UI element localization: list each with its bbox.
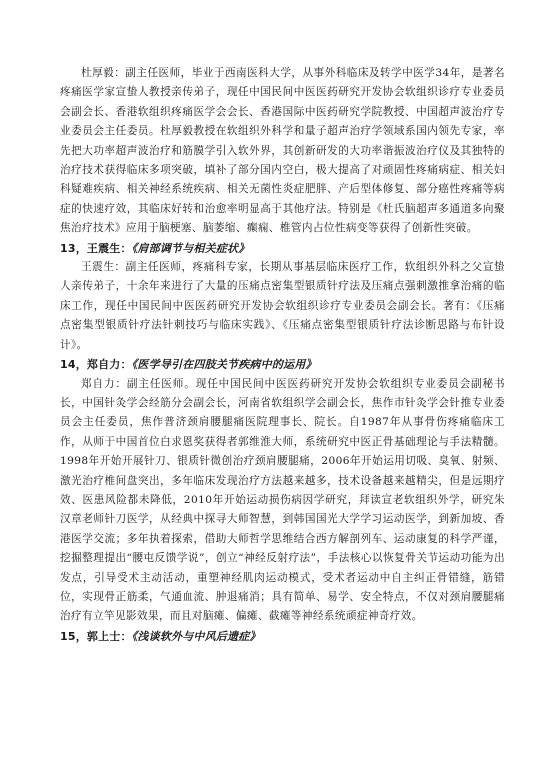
section-heading-label: 15，郭上士： [60,629,132,643]
section-heading-15 [60,627,505,646]
section-heading-13 [60,239,505,258]
section-heading-title: 《医学导引在四肢关节疾病中的运用》 [131,358,317,372]
section-heading-title: 《浅谈软外与中风后遗症》 [131,629,261,643]
bio-paragraph-du: 杜厚毅：副主任医师，毕业于西南医科大学，从事外科临床及转学中医学34年，是著名疼痛医学家宣蛰人教授亲传弟子，现任中国民间中医医药研究开发协会软组织诊疗专业委员会副会长、香港软组织疼痛医学会会长、香港国际中医药研究学院教授、中国超声波治疗专业委员会主任委员。杜厚毅教授在软组织外科学和量子超声治疗学领域系国内领先专家，率先把大功率超声波治疗和筋膜学引入软外界，其创新研发的大功率谐振波治疗仪及其独特的治疗技术获得临床多项突破，填补了部分国内空白，极大提高了对顽固性疼痛病症、相关妇科疑难疾病、相关神经系统疾病、相关无菌性炎症肥胖、产后型体修复、部分癌性疼痛等病症的快速疗效，其临床好转和治愈率明显高于其他疗法。特别是《杜氏脑超声多通道多向聚焦治疗技术》应用于脑梗塞、脑萎缩、癫痫、椎管内占位性病变等获得了创新性突破。 [60,67,505,235]
section-heading-14 [60,355,505,374]
section-heading-label: 14，郑自力： [60,358,132,372]
bio-paragraph-zheng: 郑自力：副主任医师。现任中国民间中医医药研究开发协会软组织专业委员会副秘书长，中国针灸学会经筋分会副会长，河南省软组织学会副会长，焦作市针灸学会针推专业委员会主任委员，焦作普济颈肩腰腿痛医院理事长、院长。自1987年从事骨伤疼痛临床工作，从师于中国首位白求恩奖获得者郭维淮大师，系统研究中医正骨基础理论与手法精髓。1998年开始开展针刀、银质针微创治疗颈肩腰腿痛，2006年开始运用切吸、臭氧、射频、激光治疗椎间盘突出，多年临床发现治疗方法越来越多，技术设备越来越精尖，但是远期疗效、医患风险都未降低，2010年开始运动损伤病因学研究，拜读宣老软组织外学，研究朱汉章老师针刀医学，从经典中探寻大师智慧，到韩国国光大学学习运动医学，到新加坡、香港医学交流；多年执着探索，借助大师哲学思维结合西方解剖列车、运动康复的科学严谨，挖掘整理提出“腰屯反馈学说”，创立“神经反射疗法”，手法核心以恢复骨关节运动功能为出发点，引导受术主动活动，重塑神经肌肉运动模式，受术者运动中自主纠正骨错缝，筋错位，实现骨正筋柔，气通血流、肿退痛消；具有简单、易学、安全特点，不仅对颈肩腰腿痛治疗有立竿见影效果，而且对脑瘫、偏瘫、截瘫等神经系统顽症神奇疗效。 [60,377,505,623]
bio-paragraph-wang: 王震生：副主任医师，疼痛科专家，长期从事基层临床医疗工作，软组织外科之父宣蛰人亲传弟子，十余年来进行了大量的压痛点密集型银质针疗法及压痛点强刺激推拿治痛的临床工作，现任中国民间中医医药研究开发协会软组织诊疗专业委员会副会长。著有：《压痛点密集型银质针疗法针刺技巧与临床实践》、《压痛点密集型银质针疗法诊断思路与布针设计》。 [60,261,505,351]
section-heading-label: 13，王震生： [60,241,132,255]
section-heading-title: 《肩部调节与相关症状》 [131,241,250,255]
